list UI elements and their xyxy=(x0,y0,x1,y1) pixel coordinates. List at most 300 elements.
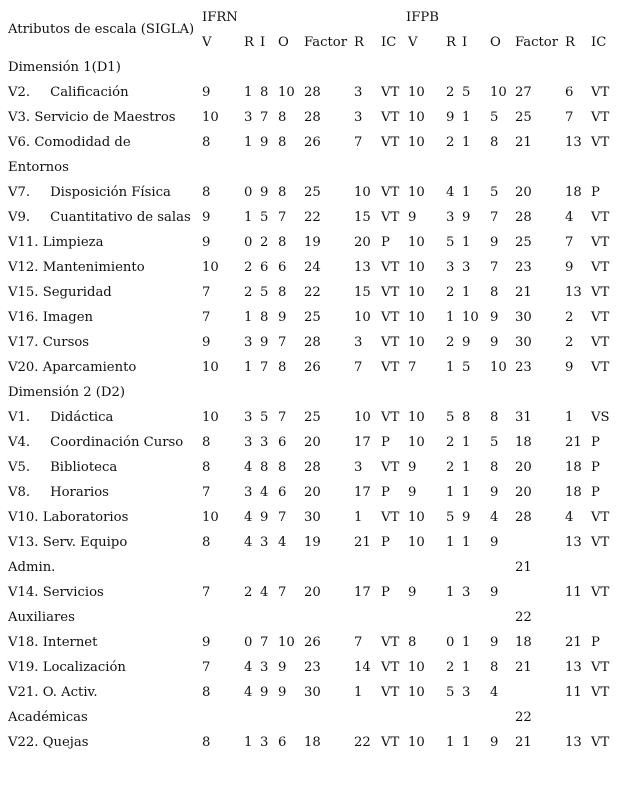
column-header: Factor xyxy=(515,35,559,50)
table-cell: 2 xyxy=(446,335,455,350)
table-cell: 10 xyxy=(490,360,507,375)
table-cell: 27 xyxy=(515,85,532,100)
attribute-code: V8. xyxy=(8,485,31,500)
table-cell: 25 xyxy=(304,310,321,325)
table-cell: VT xyxy=(591,335,610,350)
row-label: Admin. xyxy=(8,560,56,575)
table-cell: 1 xyxy=(244,310,253,325)
attribute-code: V13. xyxy=(8,535,39,550)
table-cell: 1 xyxy=(462,285,471,300)
attribute-code: V22. xyxy=(8,735,39,750)
column-header: I xyxy=(462,35,468,50)
attribute-name: Biblioteca xyxy=(50,460,118,475)
table-cell: 9 xyxy=(260,685,269,700)
table-cell: 0 xyxy=(244,235,253,250)
table-cell: 5 xyxy=(446,510,455,525)
table-cell: 10 xyxy=(354,185,371,200)
table-cell: 22 xyxy=(515,710,532,725)
table-cell: 7 xyxy=(202,285,211,300)
attribute-name: Servicio de Maestros xyxy=(34,110,176,125)
table-cell: 23 xyxy=(515,360,532,375)
table-cell: 7 xyxy=(202,485,211,500)
table-cell: 9 xyxy=(202,335,211,350)
attribute-label xyxy=(8,435,183,451)
table-cell: 17 xyxy=(354,485,371,500)
table-cell: 4 xyxy=(565,510,574,525)
attribute-name: Imagen xyxy=(42,310,94,325)
table-cell: 10 xyxy=(278,635,295,650)
table-cell: 8 xyxy=(490,660,499,675)
table-cell: VT xyxy=(381,335,400,350)
table-cell: 31 xyxy=(515,410,532,425)
table-cell: 10 xyxy=(354,410,371,425)
column-header: R xyxy=(354,35,364,50)
table-cell: 6 xyxy=(278,435,287,450)
table-cell: 4 xyxy=(490,685,499,700)
attribute-code: V21. xyxy=(8,685,39,700)
table-cell: 8 xyxy=(278,460,287,475)
table-cell: 13 xyxy=(565,660,582,675)
table-cell: VT xyxy=(381,260,400,275)
table-cell: 21 xyxy=(565,635,582,650)
table-cell: 3 xyxy=(354,85,363,100)
table-cell: 6 xyxy=(278,485,287,500)
table-cell: 9 xyxy=(462,210,471,225)
table-cell: VT xyxy=(591,685,610,700)
table-cell: P xyxy=(381,435,390,450)
table-cell: 10 xyxy=(408,660,425,675)
table-cell: P xyxy=(381,535,390,550)
table-cell: 28 xyxy=(515,510,532,525)
attribute-name: Internet xyxy=(42,635,98,650)
table-cell: 30 xyxy=(304,510,321,525)
column-header: V xyxy=(202,35,212,50)
table-cell: 0 xyxy=(244,185,253,200)
table-cell: 7 xyxy=(260,110,269,125)
table-cell: 3 xyxy=(244,110,253,125)
attribute-name: Mantenimiento xyxy=(42,260,145,275)
table-cell: VS xyxy=(591,410,610,425)
table-cell: 5 xyxy=(446,685,455,700)
table-cell: 3 xyxy=(462,685,471,700)
table-cell: 8 xyxy=(490,460,499,475)
table-cell: 9 xyxy=(490,535,499,550)
table-cell: 8 xyxy=(202,135,211,150)
table-cell: 4 xyxy=(260,485,269,500)
table-cell: 10 xyxy=(462,310,479,325)
table-cell: 22 xyxy=(515,610,532,625)
column-header: O xyxy=(490,35,501,50)
table-cell: 7 xyxy=(278,210,287,225)
attribute-code: V7. xyxy=(8,185,31,200)
table-cell: 9 xyxy=(490,735,499,750)
table-cell: VT xyxy=(591,285,610,300)
column-header: O xyxy=(278,35,289,50)
table-cell: 9 xyxy=(408,460,417,475)
table-cell: 9 xyxy=(408,585,417,600)
table-cell: 30 xyxy=(515,310,532,325)
attribute-name: Laboratorios xyxy=(42,510,129,525)
table-cell: 10 xyxy=(408,310,425,325)
attribute-label xyxy=(8,485,109,501)
attribute-code: V14. xyxy=(8,585,39,600)
table-cell: 18 xyxy=(565,185,582,200)
attribute-name: Disposición Física xyxy=(50,185,171,200)
table-cell: 7 xyxy=(278,335,287,350)
attribute-code: V17. xyxy=(8,335,39,350)
table-cell: 8 xyxy=(408,635,417,650)
table-cell: 3 xyxy=(354,335,363,350)
table-cell: 0 xyxy=(244,635,253,650)
table-cell: 2 xyxy=(565,310,574,325)
table-cell: 10 xyxy=(408,535,425,550)
table-cell: VT xyxy=(381,735,400,750)
table-cell: VT xyxy=(591,510,610,525)
table-cell: 8 xyxy=(278,110,287,125)
table-cell: 1 xyxy=(244,85,253,100)
table-cell: 1 xyxy=(462,235,471,250)
table-cell: 10 xyxy=(408,510,425,525)
table-cell: P xyxy=(591,435,600,450)
table-cell: P xyxy=(591,460,600,475)
table-cell: 9 xyxy=(446,110,455,125)
table-cell: 20 xyxy=(515,485,532,500)
table-cell: 9 xyxy=(278,310,287,325)
table-cell: 5 xyxy=(260,410,269,425)
table-cell: 10 xyxy=(202,260,219,275)
group-ifpb-header: IFPB xyxy=(406,10,439,25)
table-cell: 22 xyxy=(304,285,321,300)
table-cell: 9 xyxy=(490,485,499,500)
attribute-name: Limpieza xyxy=(42,235,104,250)
table-cell: 7 xyxy=(490,260,499,275)
table-cell: 9 xyxy=(408,485,417,500)
attribute-label xyxy=(8,135,131,151)
table-cell: VT xyxy=(591,360,610,375)
table-cell: 5 xyxy=(446,410,455,425)
table-cell: P xyxy=(591,485,600,500)
attribute-code: V2. xyxy=(8,85,31,100)
table-cell: 10 xyxy=(408,435,425,450)
attribute-label xyxy=(8,285,112,301)
attribute-label xyxy=(8,110,176,126)
section-title: Dimensión 2 (D2) xyxy=(8,385,126,400)
table-cell: 21 xyxy=(565,435,582,450)
attribute-code: V1. xyxy=(8,410,31,425)
table-cell: 2 xyxy=(244,285,253,300)
attribute-label xyxy=(8,210,191,226)
table-cell: 9 xyxy=(408,210,417,225)
table-cell: 8 xyxy=(490,410,499,425)
table-cell: 2 xyxy=(446,660,455,675)
table-cell: 1 xyxy=(446,735,455,750)
table-cell: 7 xyxy=(202,660,211,675)
table-cell: 26 xyxy=(304,135,321,150)
attribute-code: V6. xyxy=(8,135,31,150)
table-cell: 13 xyxy=(565,735,582,750)
table-cell: 1 xyxy=(462,485,471,500)
table-cell: 9 xyxy=(490,585,499,600)
table-cell: 10 xyxy=(354,310,371,325)
table-cell: 9 xyxy=(202,210,211,225)
table-cell: 3 xyxy=(260,735,269,750)
table-cell: 1 xyxy=(462,135,471,150)
table-cell: 9 xyxy=(462,510,471,525)
table-cell: 18 xyxy=(565,460,582,475)
table-cell: 21 xyxy=(515,660,532,675)
table-cell: 4 xyxy=(244,660,253,675)
table-cell: 28 xyxy=(304,335,321,350)
table-cell: 1 xyxy=(354,685,363,700)
table-cell: 26 xyxy=(304,635,321,650)
table-cell: 9 xyxy=(565,360,574,375)
table-cell: 4 xyxy=(244,535,253,550)
table-cell: P xyxy=(381,585,390,600)
table-cell: P xyxy=(591,635,600,650)
table-cell: 1 xyxy=(446,585,455,600)
table-cell: 8 xyxy=(490,285,499,300)
table-cell: 9 xyxy=(490,310,499,325)
table-cell: 21 xyxy=(354,535,371,550)
attribute-label xyxy=(8,185,171,201)
table-cell: VT xyxy=(591,110,610,125)
table-cell: 24 xyxy=(304,260,321,275)
table-cell: 18 xyxy=(515,435,532,450)
table-cell: 8 xyxy=(490,135,499,150)
table-cell: 3 xyxy=(244,485,253,500)
table-cell: 9 xyxy=(490,235,499,250)
attribute-code: V9. xyxy=(8,210,31,225)
table-cell: 20 xyxy=(354,235,371,250)
table-cell: 4 xyxy=(244,510,253,525)
table-cell: 3 xyxy=(354,110,363,125)
table-cell: 4 xyxy=(565,210,574,225)
table-cell: 7 xyxy=(278,410,287,425)
table-cell: VT xyxy=(381,510,400,525)
table-cell: 2 xyxy=(446,85,455,100)
column-header: I xyxy=(260,35,266,50)
attribute-name: Cuantitativo de salas xyxy=(50,210,191,225)
table-cell: 1 xyxy=(462,535,471,550)
table-cell: VT xyxy=(381,410,400,425)
table-cell: 9 xyxy=(565,260,574,275)
attribute-code: V11. xyxy=(8,235,39,250)
table-cell: 18 xyxy=(565,485,582,500)
table-cell: 3 xyxy=(446,210,455,225)
table-cell: 2 xyxy=(446,135,455,150)
table-cell: VT xyxy=(381,185,400,200)
table-cell: 15 xyxy=(354,210,371,225)
attribute-label xyxy=(8,235,103,251)
table-cell: 9 xyxy=(260,510,269,525)
column-header: IC xyxy=(381,35,397,50)
table-cell: P xyxy=(591,185,600,200)
attribute-code: V5. xyxy=(8,460,31,475)
attribute-name: Serv. Equipo xyxy=(42,535,128,550)
table-cell: 25 xyxy=(515,110,532,125)
table-cell: VT xyxy=(591,310,610,325)
table-cell: 25 xyxy=(304,185,321,200)
table-cell: 7 xyxy=(260,360,269,375)
table-cell: 1 xyxy=(244,735,253,750)
table-cell: 10 xyxy=(202,360,219,375)
table-cell: 7 xyxy=(354,360,363,375)
attribute-label xyxy=(8,410,113,426)
column-header: IC xyxy=(591,35,607,50)
attribute-label xyxy=(8,585,104,601)
table-cell: 1 xyxy=(462,735,471,750)
table-cell: 1 xyxy=(446,485,455,500)
table-cell: 10 xyxy=(408,410,425,425)
table-cell: 10 xyxy=(408,335,425,350)
table-cell: 3 xyxy=(260,435,269,450)
table-cell: 2 xyxy=(244,260,253,275)
table-cell: 8 xyxy=(202,535,211,550)
table-cell: 21 xyxy=(515,560,532,575)
attribute-code: V10. xyxy=(8,510,39,525)
table-cell: VT xyxy=(381,460,400,475)
table-cell: 3 xyxy=(260,660,269,675)
column-header: R xyxy=(565,35,575,50)
attribute-label xyxy=(8,735,89,751)
attribute-code: V3. xyxy=(8,110,31,125)
table-cell: 22 xyxy=(304,210,321,225)
table-cell: 26 xyxy=(304,360,321,375)
attribute-code: V18. xyxy=(8,635,39,650)
table-cell: 8 xyxy=(202,685,211,700)
attribute-code: V12. xyxy=(8,260,39,275)
table-cell: 1 xyxy=(462,185,471,200)
table-cell: 20 xyxy=(304,585,321,600)
attribute-name: Localización xyxy=(42,660,126,675)
column-header: Factor xyxy=(304,35,348,50)
table-cell: 5 xyxy=(490,110,499,125)
attribute-label xyxy=(8,510,128,526)
table-cell: 2 xyxy=(260,235,269,250)
table-cell: VT xyxy=(591,235,610,250)
table-cell: 10 xyxy=(278,85,295,100)
table-cell: 5 xyxy=(260,210,269,225)
table-cell: 25 xyxy=(304,410,321,425)
row-label: Académicas xyxy=(8,710,88,725)
table-cell: 13 xyxy=(565,535,582,550)
attribute-label xyxy=(8,310,93,326)
attribute-name: Calificación xyxy=(50,85,129,100)
table-cell: 1 xyxy=(565,410,574,425)
table-cell: 19 xyxy=(304,235,321,250)
attribute-name: Didáctica xyxy=(50,410,114,425)
table-cell: 3 xyxy=(446,260,455,275)
table-cell: 7 xyxy=(565,235,574,250)
table-cell: 7 xyxy=(202,585,211,600)
table-cell: 8 xyxy=(260,460,269,475)
table-cell: VT xyxy=(381,110,400,125)
table-cell: 7 xyxy=(490,210,499,225)
table-cell: VT xyxy=(591,535,610,550)
table-cell: 17 xyxy=(354,435,371,450)
table-cell: 9 xyxy=(490,635,499,650)
table-cell: 7 xyxy=(278,510,287,525)
table-cell: VT xyxy=(381,685,400,700)
table-cell: VT xyxy=(591,210,610,225)
table-cell: 10 xyxy=(202,510,219,525)
table-cell: 1 xyxy=(462,110,471,125)
table-cell: VT xyxy=(381,660,400,675)
table-cell: 9 xyxy=(202,85,211,100)
table-cell: 8 xyxy=(202,185,211,200)
table-cell: 10 xyxy=(202,410,219,425)
table-cell: 1 xyxy=(244,210,253,225)
group-ifrn-header: IFRN xyxy=(202,10,238,25)
table-cell: 5 xyxy=(462,85,471,100)
table-cell: 21 xyxy=(515,135,532,150)
attribute-label xyxy=(8,460,117,476)
column-header: V xyxy=(408,35,418,50)
table-cell: 3 xyxy=(354,460,363,475)
table-cell: 20 xyxy=(304,435,321,450)
table-cell: 5 xyxy=(260,285,269,300)
table-cell: 1 xyxy=(446,310,455,325)
table-cell: VT xyxy=(381,135,400,150)
table-cell: 28 xyxy=(304,85,321,100)
table-cell: VT xyxy=(381,85,400,100)
attribute-name: Coordinación Curso xyxy=(50,435,184,450)
table-cell: 6 xyxy=(278,735,287,750)
table-cell: 8 xyxy=(278,285,287,300)
table-cell: 0 xyxy=(446,635,455,650)
table-cell: 28 xyxy=(304,110,321,125)
table-cell: 8 xyxy=(202,460,211,475)
attribute-name: Cursos xyxy=(42,335,90,350)
attribute-label xyxy=(8,535,127,551)
attribute-code: V20. xyxy=(8,360,39,375)
table-cell: 9 xyxy=(462,335,471,350)
table-cell: 30 xyxy=(304,685,321,700)
attribute-name: Aparcamiento xyxy=(42,360,137,375)
table-cell: 4 xyxy=(244,460,253,475)
table-cell: P xyxy=(381,235,390,250)
table-cell: 2 xyxy=(446,435,455,450)
table-cell: VT xyxy=(381,360,400,375)
table-cell: 4 xyxy=(446,185,455,200)
table-cell: 4 xyxy=(278,535,287,550)
table-cell: 8 xyxy=(278,185,287,200)
table-cell: VT xyxy=(591,735,610,750)
table-cell: 3 xyxy=(462,260,471,275)
table-cell: 18 xyxy=(515,635,532,650)
table-cell: 23 xyxy=(515,260,532,275)
attribute-label xyxy=(8,660,126,676)
table-cell: 9 xyxy=(278,685,287,700)
table-cell: 10 xyxy=(490,85,507,100)
table-cell: 5 xyxy=(490,435,499,450)
attribute-name: Servicios xyxy=(42,585,104,600)
attribute-name: Quejas xyxy=(42,735,89,750)
table-cell: 7 xyxy=(408,360,417,375)
attribute-label xyxy=(8,260,145,276)
table-cell: 10 xyxy=(408,110,425,125)
table-cell: 18 xyxy=(304,735,321,750)
table-cell: VT xyxy=(381,210,400,225)
table-cell: 2 xyxy=(565,335,574,350)
table-cell: VT xyxy=(591,85,610,100)
column-header: R xyxy=(446,35,456,50)
table-cell: 4 xyxy=(490,510,499,525)
table-cell: 6 xyxy=(278,260,287,275)
table-cell: 5 xyxy=(490,185,499,200)
table-cell: 30 xyxy=(515,335,532,350)
table-cell: 9 xyxy=(490,335,499,350)
